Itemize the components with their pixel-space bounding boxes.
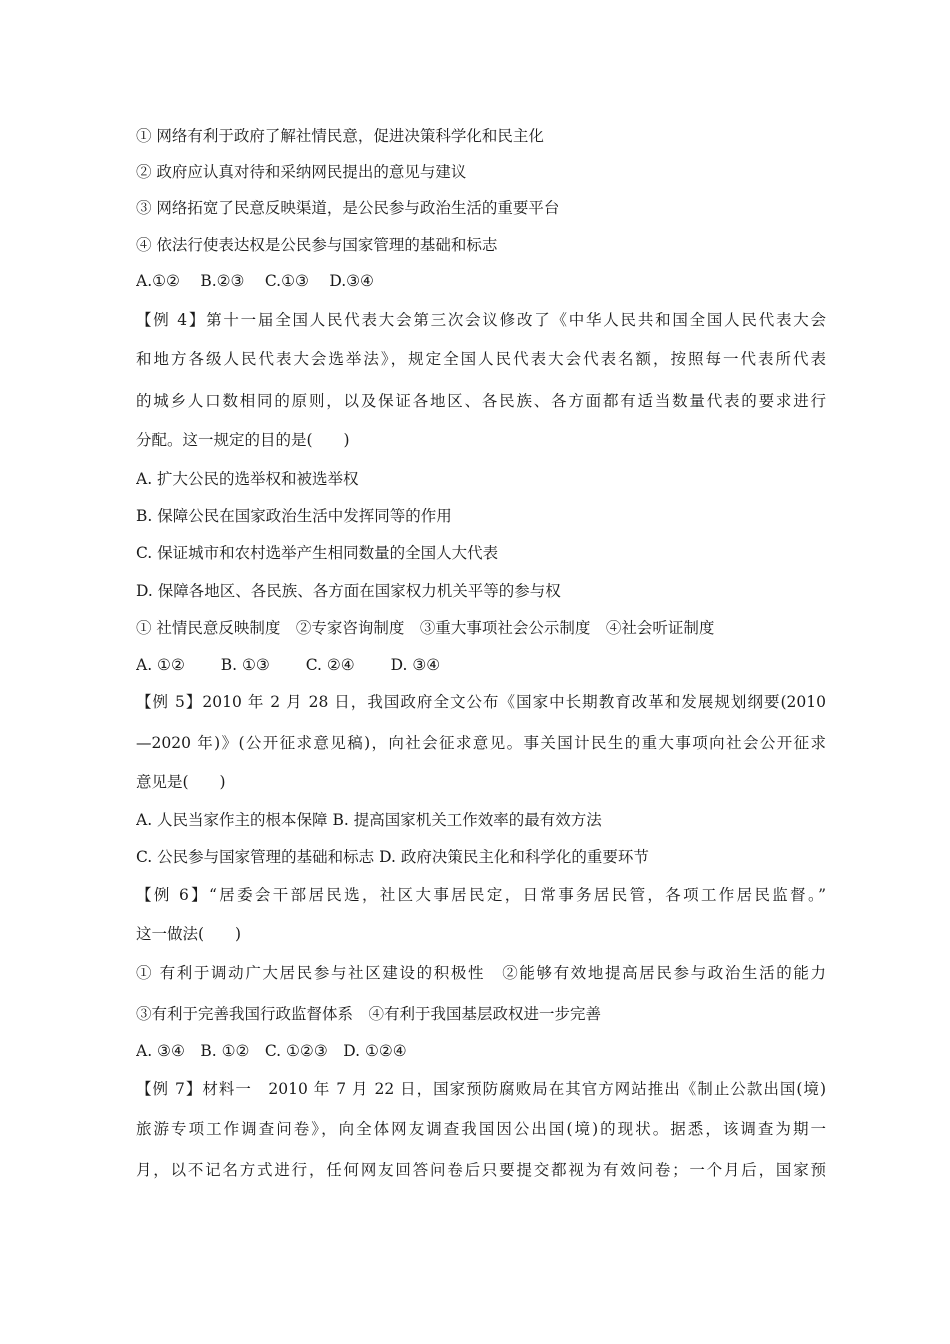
example-5-choices-ab: A. 人民当家作主的根本保障 B. 提高国家机关工作效率的最有效方法 (136, 811, 602, 829)
example-4-choice-b: B. 保障公民在国家政治生活中发挥同等的作用 (136, 507, 452, 525)
example-4-line-2: 和地方各级人民代表大会选举法》，规定全国人民代表大会代表名额，按照每一代表所代表 (136, 350, 826, 368)
example-4-line-4: 分配。这一规定的目的是( ) (136, 431, 350, 449)
example-7-line-2: 旅游专项工作调查问卷》，向全体网友调查我国因公出国(境)的现状。据悉，该调查为期一 (136, 1120, 826, 1138)
option-line-4: ④ 依法行使表达权是公民参与国家管理的基础和标志 (136, 236, 498, 254)
system-answer-choices: A. ①② B. ①③ C. ②④ D. ③④ (136, 656, 441, 674)
example-4-line-3: 的城乡人口数相同的原则，以及保证各地区、各民族、各方面都有适当数量代表的要求进行 (136, 392, 826, 410)
example-7-line-1: 【例 7】材料一 2010 年 7 月 22 日，国家预防腐败局在其官方网站推出《制止公款出国(境) (136, 1080, 826, 1098)
example-6-answer-choices: A. ③④ B. ①② C. ①②③ D. ①②④ (136, 1042, 407, 1060)
example-6-options-34: ③有利于完善我国行政监督体系 ④有利于我国基层政权进一步完善 (136, 1005, 602, 1023)
example-5-line-3: 意见是( ) (136, 773, 226, 791)
example-6-line-2: 这一做法( ) (136, 925, 242, 943)
option-line-2: ② 政府应认真对待和采纳网民提出的意见与建议 (136, 163, 467, 181)
answer-choices-3: A.①② B.②③ C.①③ D.③④ (136, 272, 374, 290)
example-5-choices-cd: C. 公民参与国家管理的基础和标志 D. 政府决策民主化和科学化的重要环节 (136, 848, 649, 866)
example-7-line-3: 月，以不记名方式进行，任何网友回答问卷后只要提交都视为有效问卷；一个月后，国家预 (136, 1161, 826, 1179)
option-line-3: ③ 网络拓宽了民意反映渠道，是公民参与政治生活的重要平台 (136, 199, 560, 217)
example-4-choice-c: C. 保证城市和农村选举产生相同数量的全国人大代表 (136, 544, 499, 562)
option-line-1: ① 网络有利于政府了解社情民意，促进决策科学化和民主化 (136, 127, 544, 145)
example-4-choice-d: D. 保障各地区、各民族、各方面在国家权力机关平等的参与权 (136, 582, 561, 600)
example-6-line-1: 【例 6】“居委会干部居民选，社区大事居民定，日常事务居民管，各项工作居民监督。” (136, 886, 826, 904)
example-5-line-2: —2020 年)》(公开征求意见稿)，向社会征求意见。事关国计民生的重大事项向社会公开征求 (136, 734, 826, 752)
example-4-choice-a: A. 扩大公民的选举权和被选举权 (136, 470, 359, 488)
example-6-options-12: ① 有利于调动广大居民参与社区建设的积极性 ②能够有效地提高居民参与政治生活的能力 (136, 964, 826, 982)
example-4-line-1: 【例 4】第十一届全国人民代表大会第三次会议修改了《中华人民共和国全国人民代表大会 (136, 311, 826, 329)
example-5-line-1: 【例 5】2010 年 2 月 28 日，我国政府全文公布《国家中长期教育改革和发展规划纲要(2010 (136, 693, 826, 711)
system-options-line: ① 社情民意反映制度 ②专家咨询制度 ③重大事项社会公示制度 ④社会听证制度 (136, 619, 715, 637)
